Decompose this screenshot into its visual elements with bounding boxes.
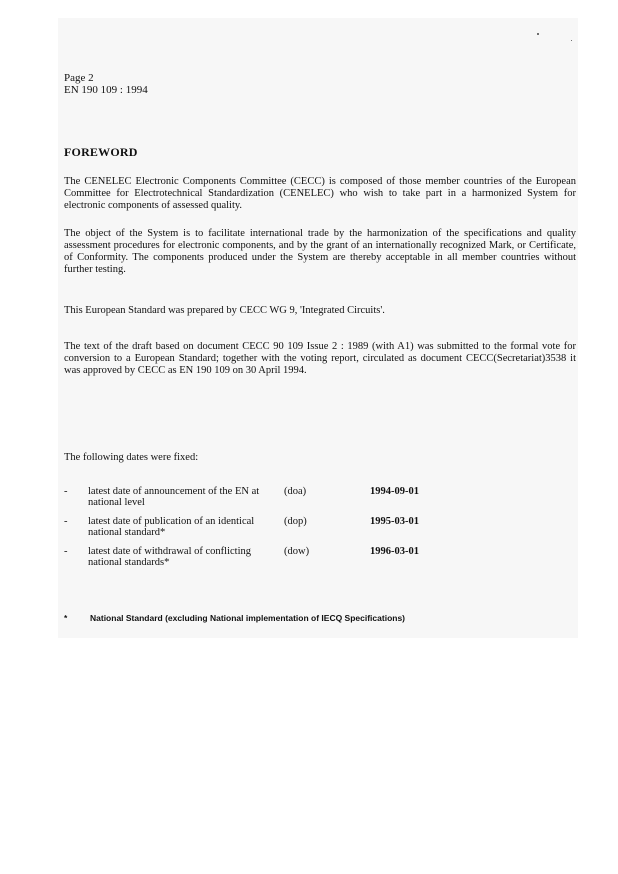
dates-list [64,486,484,576]
date-row-dow [64,546,484,576]
list-bullet: - [64,516,68,527]
date-abbreviation: (doa) [284,486,307,497]
standard-number: EN 190 109 : 1994 [64,84,148,96]
date-value: 1996-03-01 [370,546,419,557]
date-description: latest date of withdrawal of conflicting national standards* [88,546,251,568]
paragraph-object: The object of the System is to facilitate international trade by the harmonization of the specifications and quality assessment procedures for electronic components, and by the grant of an internationally recognized Mark, or Certificate, of Conformity. The components produced under the System are thereby acceptable in all member countries without further testing. [64,228,576,275]
paragraph-draft: The text of the draft based on document CECC 90 109 Issue 2 : 1989 (with A1) was submitted to the formal vote for conversion to a European Standard; together with the voting report, circulated as document CECC(Secretariat)3538 it was approved by CECC as EN 190 109 on 30 April 1994. [64,341,576,376]
footnote-text: National Standard (excluding National implementation of IECQ Specifications) [90,613,406,623]
footnote-mark: * [64,613,68,623]
scan-speck [537,33,539,35]
date-abbreviation: (dop) [284,516,307,527]
footnote [64,613,405,623]
scan-speck [571,40,572,41]
date-value: 1994-09-01 [370,486,419,497]
date-value: 1995-03-01 [370,516,419,527]
paragraph-prepared: This European Standard was prepared by CECC WG 9, 'Integrated Circuits'. [64,305,385,316]
date-row-doa [64,486,484,516]
foreword-heading: FOREWORD [64,145,138,159]
page-header [64,72,148,96]
date-description: latest date of publication of an identical national standard* [88,516,255,538]
page-number: Page 2 [64,72,94,84]
paragraph-dates-intro: The following dates were fixed: [64,452,199,463]
paragraph-cecc: The CENELEC Electronic Components Committee (CECC) is composed of those member countries of the European Committee for Electrotechnical Standardization (CENELEC) who wish to take part in a harmonized System for electronic components of assessed quality. [64,176,576,211]
date-description: latest date of announcement of the EN at national level [88,486,260,508]
date-row-dop [64,516,484,546]
date-abbreviation: (dow) [284,546,310,557]
list-bullet: - [64,546,68,557]
list-bullet: - [64,486,68,497]
